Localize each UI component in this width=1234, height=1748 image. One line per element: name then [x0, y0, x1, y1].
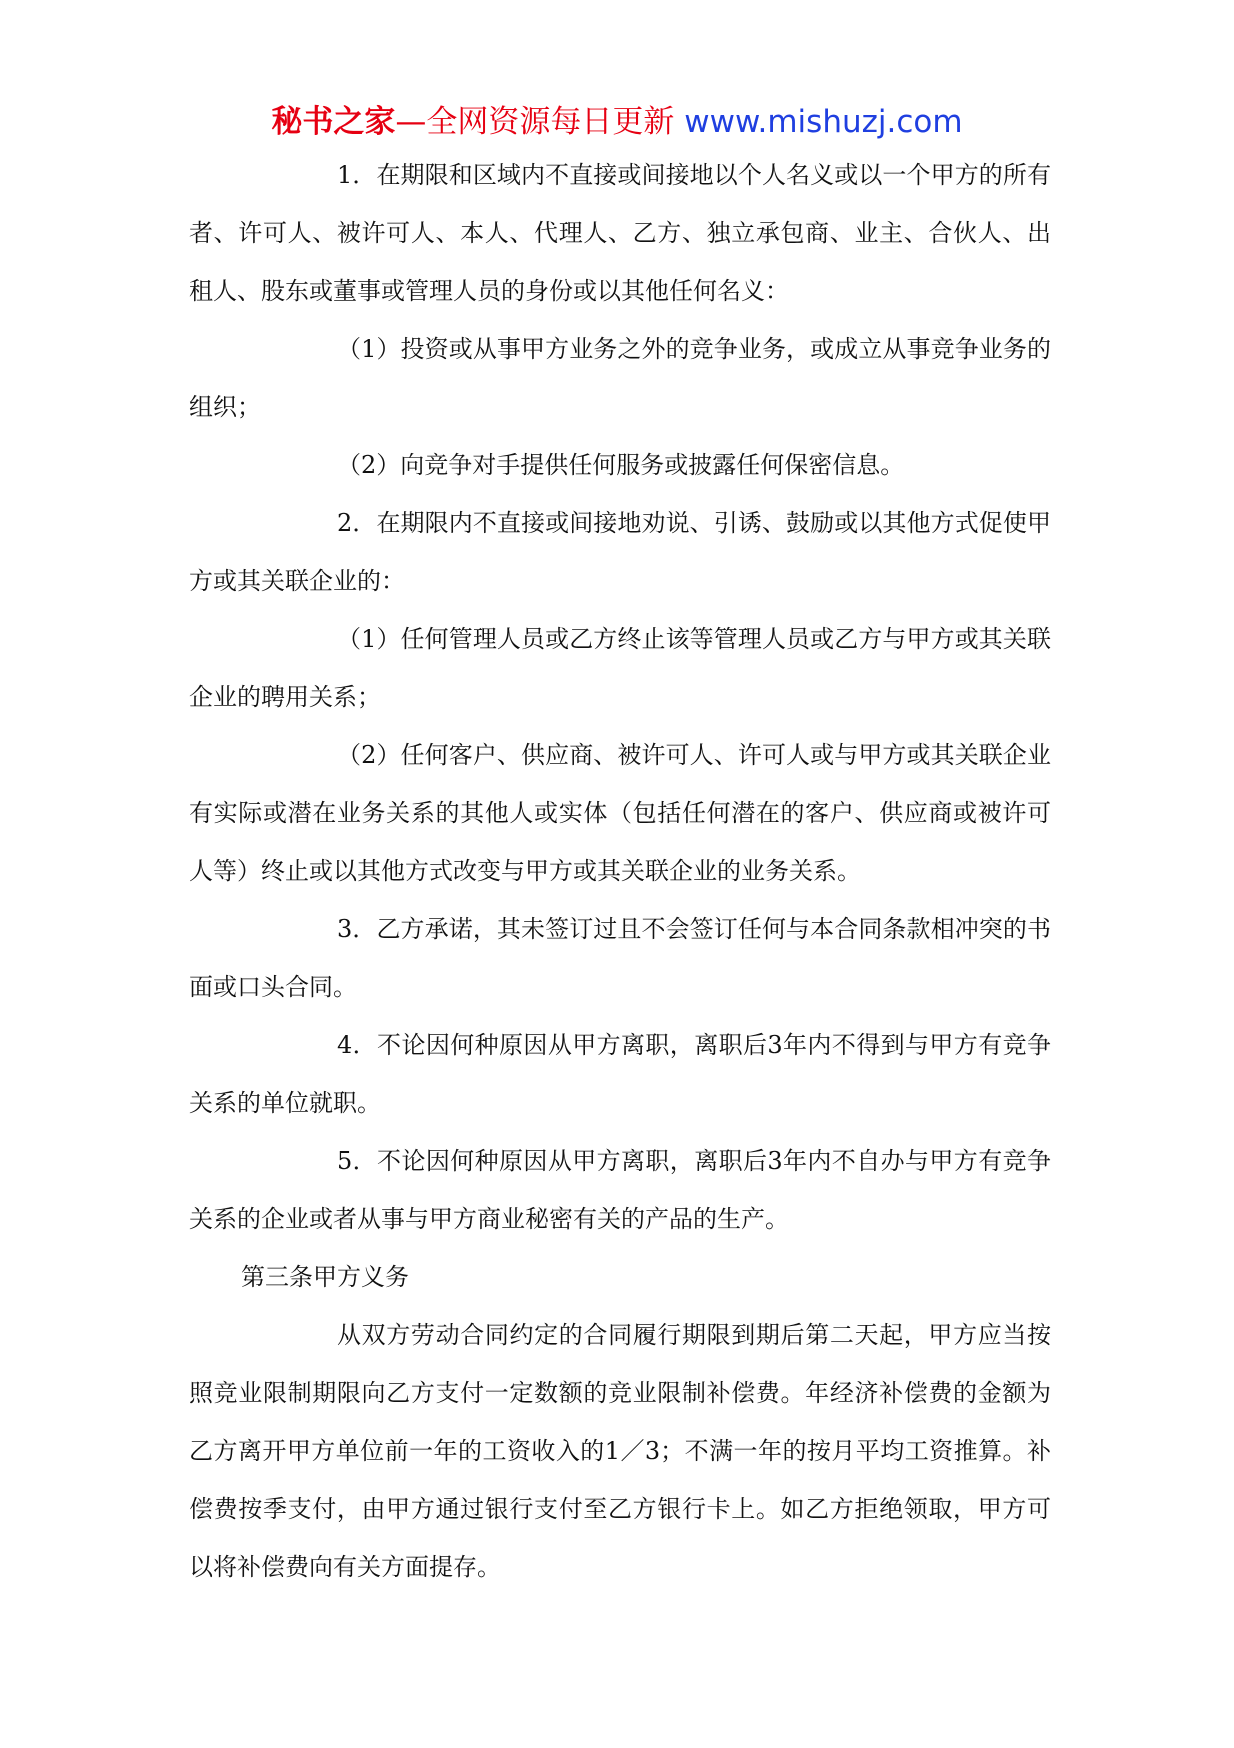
clause-5: 5．不论因何种原因从甲方离职，离职后3年内不自办与甲方有竞争关系的企业或者从事与甲方商业秘密有关的产品的生产。 [189, 1147, 1051, 1233]
site-brand: 秘书之家 [271, 104, 396, 140]
document-body [189, 146, 1051, 1596]
article-3-text: 从双方劳动合同约定的合同履行期限到期后第二天起，甲方应当按照竞业限制期限向乙方支付一定数额的竞业限制补偿费。年经济补偿费的金额为乙方离开甲方单位前一年的工资收入的1／3；不满一年的按月平均工资推算。补偿费按季支付，由甲方通过银行支付至乙方银行卡上。如乙方拒绝领取，甲方可以将补偿费向有关方面提存。 [189, 1321, 1051, 1581]
clause-2: 2．在期限内不直接或间接地劝说、引诱、鼓励或以其他方式促使甲方或其关联企业的： [189, 509, 1051, 595]
article-3-heading: 第三条甲方义务 [241, 1263, 409, 1291]
clause-1-item-1: （1）投资或从事甲方业务之外的竞争业务，或成立从事竞争业务的组织； [189, 335, 1051, 421]
site-tagline: —全网资源每日更新 [395, 104, 675, 140]
clause-1-item-2: （2）向竞争对手提供任何服务或披露任何保密信息。 [337, 451, 905, 479]
site-header [0, 102, 1234, 142]
clause-3: 3．乙方承诺，其未签订过且不会签订任何与本合同条款相冲突的书面或口头合同。 [189, 915, 1051, 1001]
clause-2-item-2: （2）任何客户、供应商、被许可人、许可人或与甲方或其关联企业有实际或潜在业务关系的其他人或实体（包括任何潜在的客户、供应商或被许可人等）终止或以其他方式改变与甲方或其关联企业的业务关系。 [189, 741, 1051, 885]
clause-4: 4．不论因何种原因从甲方离职，离职后3年内不得到与甲方有竞争关系的单位就职。 [189, 1031, 1051, 1117]
site-url: www.mishuzj.com [684, 104, 963, 140]
clause-1: 1．在期限和区域内不直接或间接地以个人名义或以一个甲方的所有者、许可人、被许可人、本人、代理人、乙方、独立承包商、业主、合伙人、出租人、股东或董事或管理人员的身份或以其他任何名义： [189, 161, 1051, 305]
clause-2-item-1: （1）任何管理人员或乙方终止该等管理人员或乙方与甲方或其关联企业的聘用关系； [189, 625, 1051, 711]
